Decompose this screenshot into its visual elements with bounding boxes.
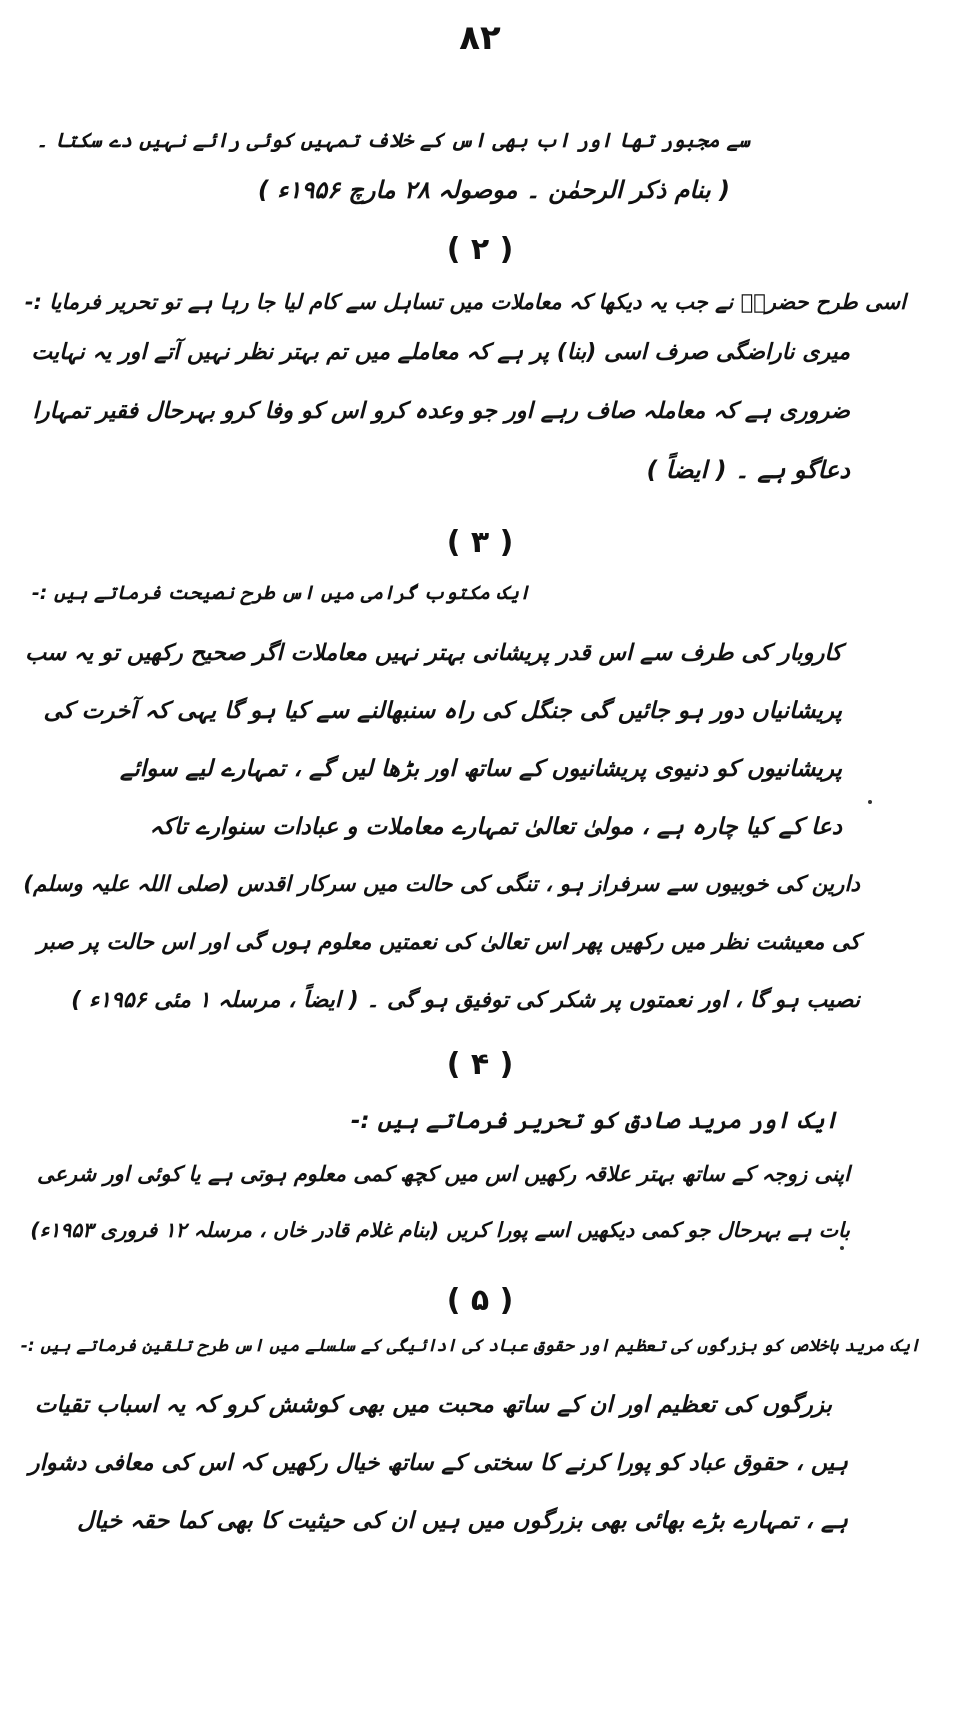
text-line: دارین کی خوبیوں سے سرفراز ہو ، تنگی کی حالت میں سرکار اقدس (صلی اللہ علیہ وسلم) — [23, 872, 860, 897]
text-line: پریشانیاں دور ہو جائیں گی جنگل کی راہ سنبھالنے سے کیا ہو گا یہی کہ آخرت کی — [43, 698, 842, 724]
text-line: کی معیشت نظر میں رکھیں پھر اس تعالیٰ کی نعمتیں معلوم ہوں گی اور اس حالت پر صبر — [37, 930, 860, 955]
text-line: ہے ، تمہارے بڑے بھائی بھی بزرگوں میں ہیں ان کی حیثیت کا بھی کما حقہ خیال — [77, 1508, 848, 1534]
text-line: ایک مکتوب گرامی میں اس طرح نصیحت فرماتے ہیں :- — [31, 582, 530, 604]
section-number: ( ۴ ) — [446, 1047, 514, 1082]
section-number: ( ۵ ) — [446, 1283, 514, 1318]
text-line: ایک اور مرید صادق کو تحریر فرماتے ہیں :- — [350, 1108, 838, 1134]
reference-line: ( بنام ذکر الرحمٰن ۔ موصولہ ۲۸ مارچ ۱۹۵۶ء ) — [257, 176, 730, 204]
section-number: ( ۳ ) — [446, 525, 514, 560]
scan-speck — [840, 1246, 844, 1250]
text-line: ایک مرید باخلاص کو بزرگوں کی تعظیم اور حقوق عباد کی ادائیگی کے سلسلے میں اس طرح تلقین فرماتے ہیں :- — [20, 1336, 920, 1356]
text-line: بزرگوں کی تعظیم اور ان کے ساتھ محبت میں بھی کوشش کرو کہ یہ اسباب تقیات — [34, 1392, 832, 1418]
text-line: اپنی زوجہ کے ساتھ بہتر علاقہ رکھیں اس میں کچھ کمی معلوم ہوتی ہے یا کوئی اور شرعی — [37, 1162, 850, 1186]
scan-speck — [868, 800, 872, 804]
text-line: بات ہے بہرحال جو کمی دیکھیں اسے پورا کریں (بنام غلام قادر خاں ، مرسلہ ۱۲ فروری ۱۹۵۳ء) — [30, 1218, 850, 1242]
text-line: ضروری ہے کہ معاملہ صاف رہے اور جو وعدہ کرو اس کو وفا کرو بہرحال فقیر تمہارا — [32, 398, 850, 424]
text-line: نصیب ہو گا ، اور نعمتوں پر شکر کی توفیق ہو گی ۔ ( ایضاً ، مرسلہ ۱ مئی ۱۹۵۶ء ) — [71, 988, 860, 1013]
text-line: اسی طرح حضرتؒ نے جب یہ دیکھا کہ معاملات میں تساہل سے کام لیا جا رہا ہے تو تحریر فرمایا :- — [24, 290, 906, 314]
text-line: میری ناراضگی صرف اسی (بنا) پر ہے کہ معاملے میں تم بہتر نظر نہیں آتے اور یہ نہایت — [31, 340, 850, 365]
section-number: ( ۲ ) — [446, 232, 514, 267]
page-number: ۸۲ — [459, 18, 501, 58]
text-line: ہیں ، حقوق عباد کو پورا کرنے کا سختی کے ساتھ خیال رکھیں کہ اس کی معافی دشوار — [28, 1450, 848, 1476]
text-line: دعاگو ہے ۔ ( ایضاً ) — [646, 456, 850, 484]
text-line: پریشانیوں کو دنیوی پریشانیوں کے ساتھ اور بڑھا لیں گے ، تمہارے لیے سوائے — [119, 756, 842, 782]
text-line: دعا کے کیا چارہ ہے ، مولیٰ تعالیٰ تمہارے معاملات و عبادات سنوارے تاکہ — [149, 814, 842, 840]
text-line: سے مجبور تھا اور اب بھی اس کے خلاف تمہیں کوئی رائے نہیں دے سکتا ۔ — [36, 128, 750, 152]
text-line: کاروبار کی طرف سے اس قدر پریشانی بہتر نہیں معاملات اگر صحیح رکھیں تو یہ سب — [25, 640, 842, 666]
